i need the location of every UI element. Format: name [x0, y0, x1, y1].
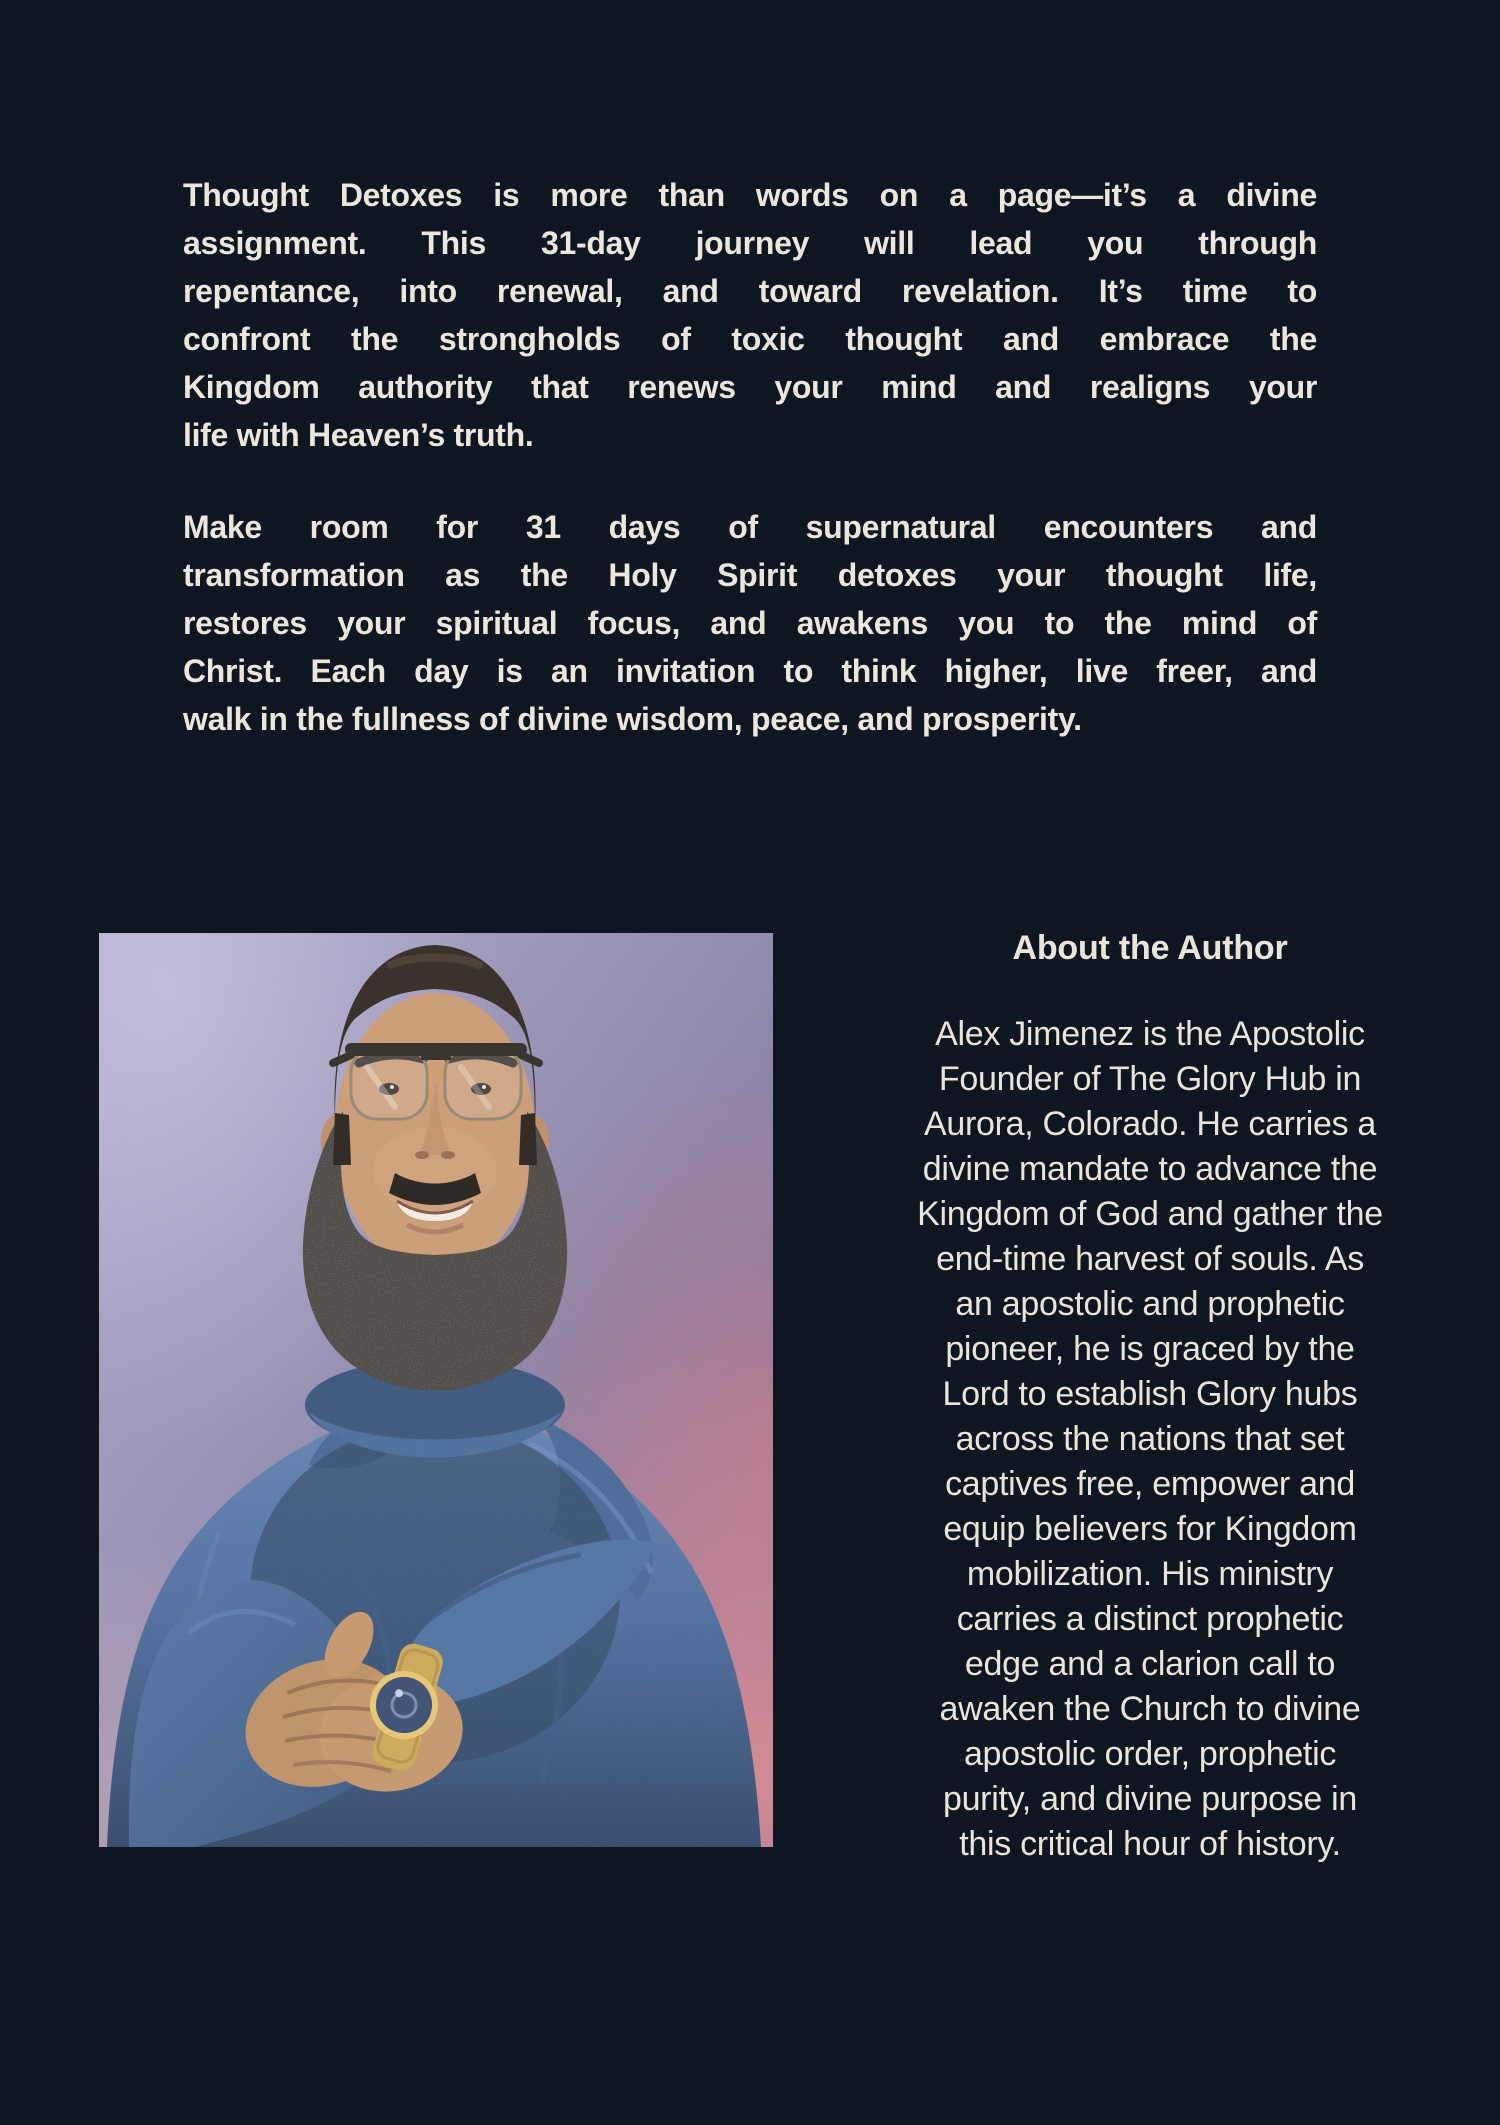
bio-line: Aurora, Colorado. He carries a: [923, 1105, 1377, 1143]
bio-line: mobilization. His ministry: [966, 1555, 1334, 1593]
intro-line: restores your spiritual focus, and awakens you to the mind of: [183, 605, 1317, 641]
intro-line: confront the strongholds of toxic thought and embrace the: [183, 321, 1317, 357]
author-bio: [880, 1012, 1420, 1867]
bio-line: across the nations that set: [955, 1420, 1345, 1458]
about-heading: About the Author: [1012, 929, 1288, 967]
bio-line: Kingdom of God and gather the: [917, 1195, 1383, 1233]
intro-line: repentance, into renewal, and toward revelation. It’s time to: [183, 273, 1317, 309]
intro-line: Thought Detoxes is more than words on a page—it’s a divine: [183, 177, 1317, 213]
grain-overlay: [99, 933, 773, 1847]
intro-line: life with Heaven’s truth.: [183, 417, 534, 453]
bio-line: carries a distinct prophetic: [956, 1600, 1344, 1638]
author-portrait-graphic: [99, 933, 773, 1847]
bio-line: Alex Jimenez is the Apostolic: [935, 1015, 1365, 1053]
bio-line: pioneer, he is graced by the: [945, 1330, 1355, 1368]
bio-line: an apostolic and prophetic: [955, 1285, 1345, 1323]
intro-line: Make room for 31 days of supernatural encounters and: [183, 509, 1317, 545]
intro-line: transformation as the Holy Spirit detoxes your thought life,: [183, 557, 1317, 593]
intro-paragraph-2: [183, 503, 1317, 743]
intro: [183, 171, 1317, 787]
bio-line: captives free, empower and: [945, 1465, 1355, 1503]
bio-line: divine mandate to advance the: [922, 1150, 1378, 1188]
bio-line: purity, and divine purpose in: [942, 1780, 1358, 1818]
intro-line: Kingdom authority that renews your mind and realigns your: [183, 369, 1317, 405]
bio-line: Lord to establish Glory hubs: [942, 1375, 1358, 1413]
intro-paragraph-1: [183, 171, 1317, 459]
bio-line: Founder of The Glory Hub in: [938, 1060, 1362, 1098]
bio-line: equip believers for Kingdom: [943, 1510, 1357, 1548]
bio-line: this critical hour of history.: [959, 1825, 1341, 1863]
intro-line: walk in the fullness of divine wisdom, peace, and prosperity.: [183, 701, 1082, 737]
bio-line: awaken the Church to divine: [939, 1690, 1361, 1728]
author-section: [880, 924, 1420, 1867]
bio-line: end-time harvest of souls. As: [936, 1240, 1364, 1278]
bio-line: edge and a clarion call to: [964, 1645, 1336, 1683]
bio-line: apostolic order, prophetic: [963, 1735, 1337, 1773]
intro-line: assignment. This 31-day journey will lead you through: [183, 225, 1317, 261]
author-portrait: [99, 933, 773, 1847]
intro-line: Christ. Each day is an invitation to think higher, live freer, and: [183, 653, 1317, 689]
